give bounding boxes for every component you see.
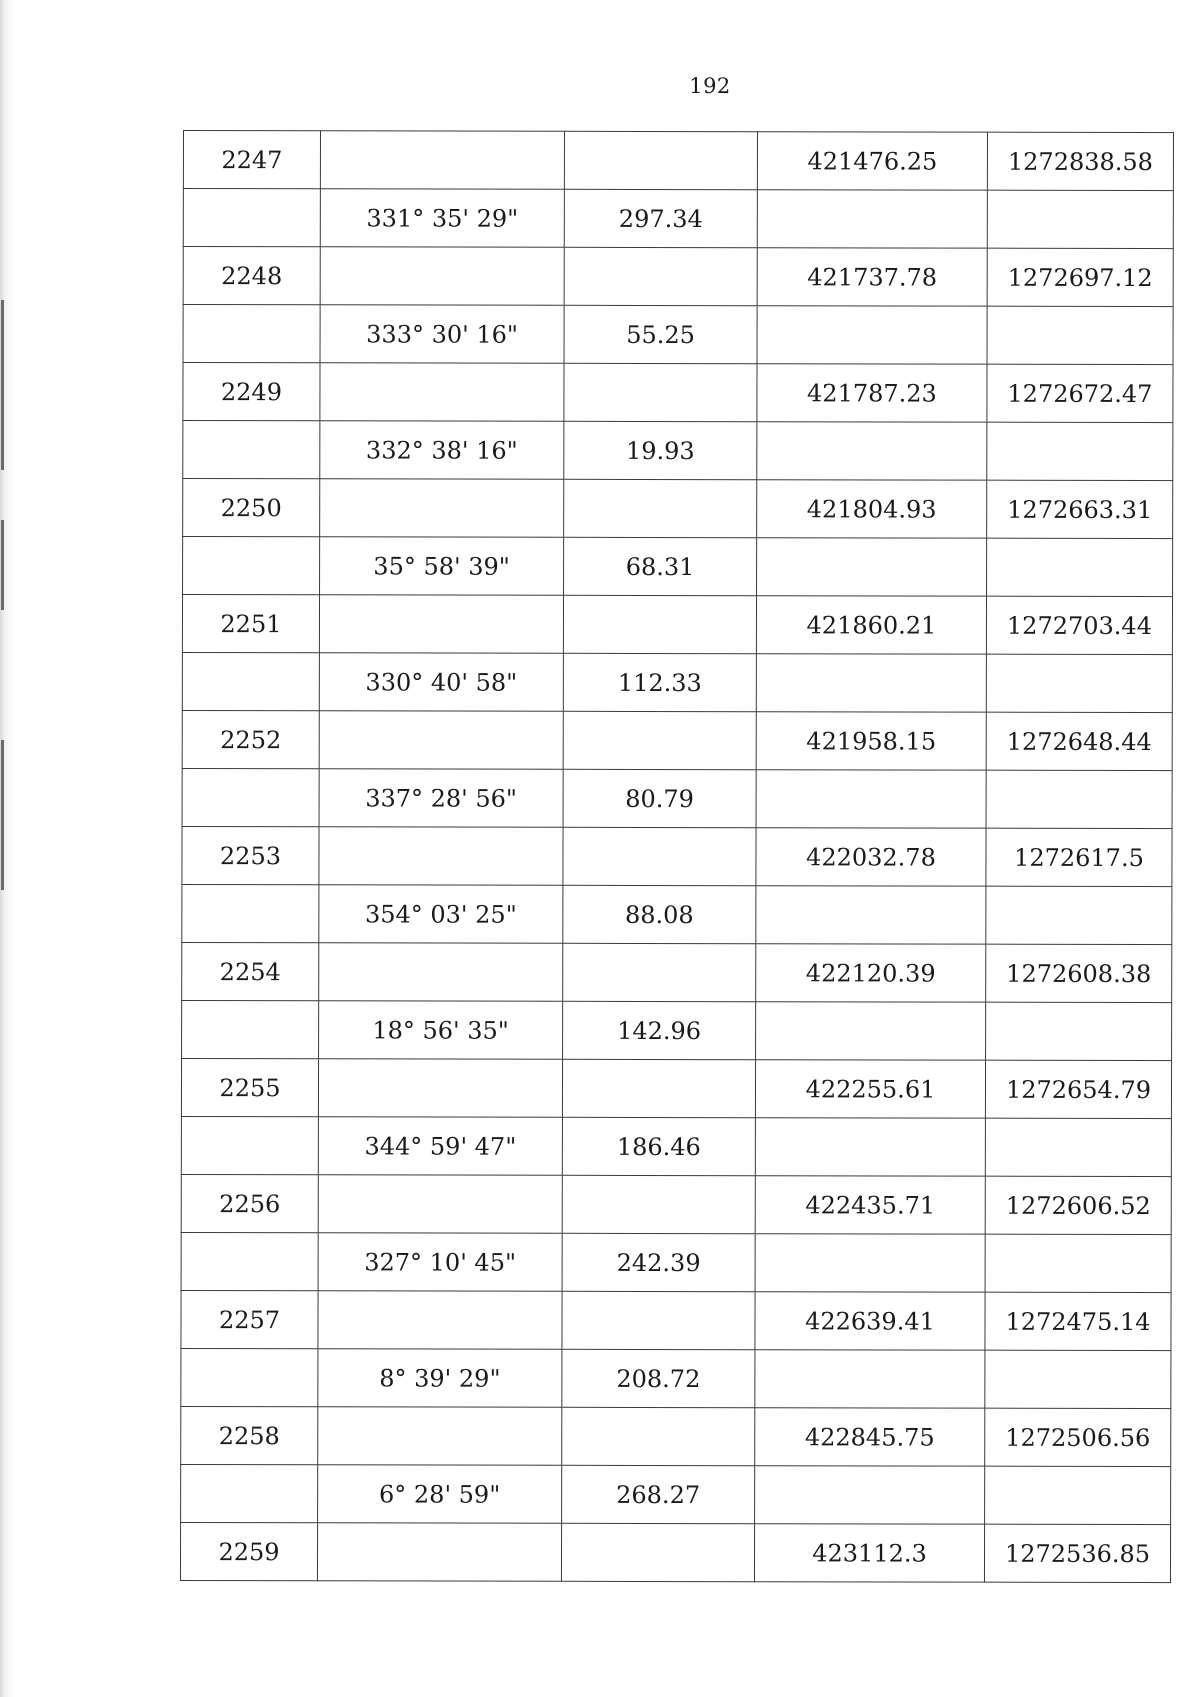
bearing-cell: 331° 35' 29" [320, 189, 564, 248]
point-row [182, 595, 1172, 655]
point-cell: 2255 [181, 1058, 318, 1116]
leg-row [183, 189, 1173, 249]
bearing-cell [318, 1059, 562, 1118]
distance-cell [563, 943, 756, 1001]
point-cell [183, 305, 320, 363]
northing-cell [755, 1234, 985, 1292]
point-cell: 2247 [183, 131, 320, 189]
bearing-cell: 327° 10' 45" [318, 1233, 562, 1292]
leg-row [183, 537, 1173, 597]
easting-cell [985, 1466, 1171, 1524]
distance-cell: 142.96 [563, 1001, 756, 1059]
distance-cell: 297.34 [564, 189, 757, 247]
bearing-cell [317, 1523, 561, 1582]
northing-cell [756, 654, 986, 712]
point-cell: 2251 [182, 595, 319, 653]
distance-cell [564, 247, 757, 305]
bearing-cell [320, 247, 564, 306]
point-cell: 2248 [183, 247, 320, 305]
point-cell: 2257 [181, 1290, 318, 1348]
point-row [181, 1406, 1171, 1466]
distance-cell [562, 1291, 755, 1349]
easting-cell [986, 1002, 1172, 1060]
distance-cell: 112.33 [563, 653, 756, 711]
bearing-cell [319, 943, 563, 1002]
distance-cell: 88.08 [563, 885, 756, 943]
northing-cell [755, 1118, 985, 1176]
easting-cell: 1272703.44 [986, 596, 1172, 654]
bearing-cell [320, 363, 564, 422]
point-row [183, 479, 1173, 539]
leg-row [181, 1116, 1171, 1176]
point-cell [181, 1232, 318, 1290]
northing-cell: 421958.15 [756, 712, 986, 770]
northing-cell: 423112.3 [754, 1524, 984, 1582]
easting-cell: 1272838.58 [987, 132, 1173, 190]
leg-row [182, 768, 1172, 828]
scan-mark [1, 740, 4, 890]
point-cell: 2253 [182, 826, 319, 884]
scan-mark [1, 520, 4, 610]
easting-cell [985, 1118, 1171, 1176]
easting-cell: 1272648.44 [986, 712, 1172, 770]
easting-cell: 1272536.85 [984, 1524, 1170, 1582]
bearing-cell: 333° 30' 16" [320, 305, 564, 364]
point-cell: 2258 [181, 1406, 318, 1464]
northing-cell: 421476.25 [757, 132, 987, 190]
point-cell [182, 1000, 319, 1058]
easting-cell: 1272506.56 [985, 1408, 1171, 1466]
easting-cell [986, 654, 1172, 712]
bearing-cell [320, 131, 564, 190]
northing-cell [756, 770, 986, 828]
northing-cell [757, 422, 987, 480]
distance-cell [564, 479, 757, 537]
northing-cell: 422255.61 [755, 1060, 985, 1118]
point-cell [183, 537, 320, 595]
northing-cell [757, 190, 987, 248]
bearing-cell: 337° 28' 56" [319, 769, 563, 828]
bearing-cell [320, 479, 564, 538]
easting-cell: 1272663.31 [987, 480, 1173, 538]
point-row [183, 247, 1173, 307]
point-row [182, 826, 1172, 886]
leg-row [181, 1348, 1171, 1408]
distance-cell: 19.93 [564, 421, 757, 479]
bearing-cell [319, 827, 563, 886]
distance-cell: 186.46 [562, 1117, 755, 1175]
table-body [180, 131, 1173, 1583]
bearing-cell [318, 1407, 562, 1466]
point-cell [182, 652, 319, 710]
point-row [181, 1058, 1171, 1118]
northing-cell: 422435.71 [755, 1176, 985, 1234]
survey-table [180, 130, 1174, 1583]
easting-cell [985, 1350, 1171, 1408]
bearing-cell: 18° 56' 35" [319, 1001, 563, 1060]
northing-cell: 422845.75 [755, 1408, 985, 1466]
leg-row [183, 421, 1173, 481]
northing-cell: 422120.39 [756, 944, 986, 1002]
distance-cell [564, 131, 757, 189]
distance-cell [562, 1407, 755, 1465]
distance-cell [563, 827, 756, 885]
point-row [181, 1174, 1171, 1234]
easting-cell [987, 190, 1173, 248]
page-number: 192 [689, 74, 731, 98]
bearing-cell [319, 711, 563, 770]
distance-cell: 242.39 [562, 1233, 755, 1291]
distance-cell [564, 363, 757, 421]
bearing-cell [318, 1291, 562, 1350]
bearing-cell: 6° 28' 59" [318, 1465, 562, 1524]
bearing-cell: 330° 40' 58" [319, 653, 563, 712]
easting-cell: 1272608.38 [986, 944, 1172, 1002]
bearing-cell [318, 1175, 562, 1234]
easting-cell: 1272617.5 [986, 828, 1172, 886]
point-cell [181, 1116, 318, 1174]
easting-cell [987, 306, 1173, 364]
easting-cell: 1272654.79 [985, 1060, 1171, 1118]
distance-cell: 208.72 [562, 1349, 755, 1407]
bearing-cell: 35° 58' 39" [320, 537, 564, 596]
northing-cell: 421787.23 [757, 364, 987, 422]
northing-cell: 421860.21 [756, 596, 986, 654]
distance-cell: 268.27 [562, 1465, 755, 1523]
leg-row [182, 884, 1172, 944]
point-cell: 2254 [182, 942, 319, 1000]
distance-cell [563, 595, 756, 653]
point-row [183, 131, 1173, 191]
northing-cell [757, 538, 987, 596]
easting-cell: 1272697.12 [987, 248, 1173, 306]
bearing-cell: 354° 03' 25" [319, 885, 563, 944]
point-cell: 2259 [180, 1522, 317, 1580]
leg-row [183, 305, 1173, 365]
easting-cell [987, 538, 1173, 596]
distance-cell: 55.25 [564, 305, 757, 363]
northing-cell: 421737.78 [757, 248, 987, 306]
distance-cell [562, 1059, 755, 1117]
easting-cell: 1272606.52 [985, 1176, 1171, 1234]
northing-cell: 422639.41 [755, 1292, 985, 1350]
point-row [180, 1522, 1170, 1582]
distance-cell [562, 1175, 755, 1233]
distance-cell: 80.79 [563, 769, 756, 827]
point-cell: 2252 [182, 710, 319, 768]
point-cell: 2250 [183, 479, 320, 537]
point-row [182, 942, 1172, 1002]
point-cell [182, 884, 319, 942]
northing-cell [756, 886, 986, 944]
point-cell: 2249 [183, 363, 320, 421]
point-cell: 2256 [181, 1174, 318, 1232]
point-row [181, 1290, 1171, 1350]
easting-cell [986, 770, 1172, 828]
scan-mark [1, 300, 4, 470]
easting-cell [986, 886, 1172, 944]
distance-cell: 68.31 [564, 537, 757, 595]
easting-cell: 1272475.14 [985, 1292, 1171, 1350]
bearing-cell: 332° 38' 16" [320, 421, 564, 480]
distance-cell [561, 1523, 754, 1581]
northing-cell [755, 1466, 985, 1524]
leg-row [181, 1464, 1171, 1524]
distance-cell [563, 711, 756, 769]
bearing-cell: 344° 59' 47" [318, 1117, 562, 1176]
bearing-cell [319, 595, 563, 654]
leg-row [182, 1000, 1172, 1060]
northing-cell: 421804.93 [757, 480, 987, 538]
leg-row [181, 1232, 1171, 1292]
northing-cell [755, 1350, 985, 1408]
point-cell [181, 1464, 318, 1522]
leg-row [182, 652, 1172, 712]
bearing-cell: 8° 39' 29" [318, 1349, 562, 1408]
northing-cell [757, 306, 987, 364]
point-cell [181, 1348, 318, 1406]
point-cell [183, 189, 320, 247]
easting-cell: 1272672.47 [987, 364, 1173, 422]
easting-cell [987, 422, 1173, 480]
easting-cell [985, 1234, 1171, 1292]
point-cell [183, 421, 320, 479]
northing-cell: 422032.78 [756, 828, 986, 886]
point-cell [182, 768, 319, 826]
northing-cell [756, 1002, 986, 1060]
point-row [183, 363, 1173, 423]
point-row [182, 710, 1172, 770]
